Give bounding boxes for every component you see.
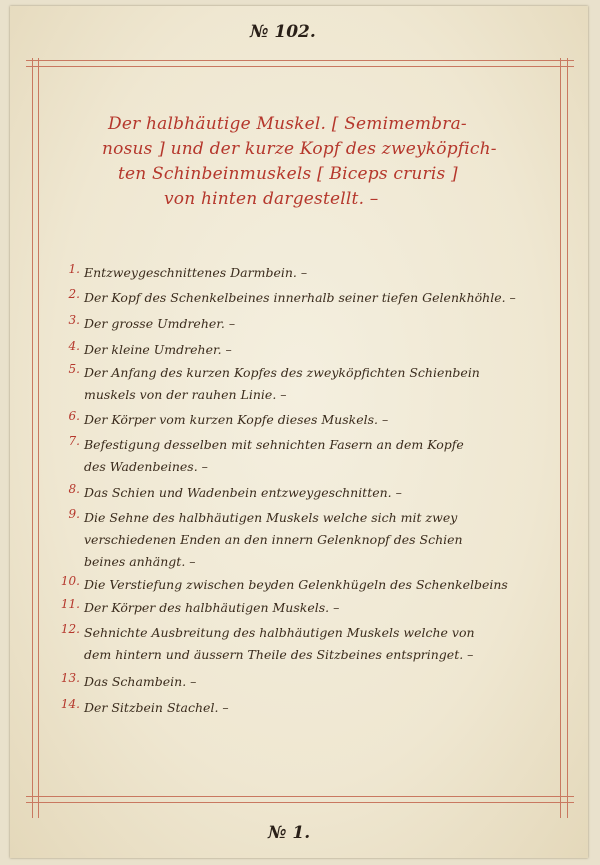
item-number: 4. <box>68 339 80 353</box>
frame-right-outer <box>567 58 568 818</box>
title-line: ten Schinbeinmuskels [ Biceps cruris ] <box>118 164 458 184</box>
frame-bottom-inner <box>26 796 574 797</box>
item-text: muskels von der rauhen Linie. – <box>84 387 287 402</box>
item-number: 6. <box>68 409 80 423</box>
frame-bottom-outer <box>26 802 574 803</box>
frame-right-inner <box>560 58 561 818</box>
item-text: Die Sehne des halbhäutigen Muskels welche sich mit zwey <box>84 510 458 525</box>
item-number: 12. <box>60 622 80 636</box>
item-text: des Wadenbeines. – <box>84 459 208 474</box>
frame-left-inner <box>38 58 39 818</box>
item-number: 5. <box>68 362 80 376</box>
folio-number-bottom: № 1. <box>268 823 311 843</box>
item-text: Der Körper vom kurzen Kopfe dieses Muskels. – <box>84 412 389 427</box>
item-number: 8. <box>68 482 80 496</box>
item-text: Das Schien und Wadenbein entzweygeschnitten. – <box>84 485 402 500</box>
frame-top-outer <box>26 60 574 61</box>
frame-left-outer <box>32 58 33 818</box>
item-number: 14. <box>60 697 80 711</box>
item-text: Der Anfang des kurzen Kopfes des zweyköpfichten Schienbein <box>84 365 480 380</box>
item-number: 9. <box>68 507 80 521</box>
item-number: 13. <box>60 671 80 685</box>
item-text: Befestigung desselben mit sehnichten Fasern an dem Kopfe <box>84 437 464 452</box>
item-number: 2. <box>68 287 80 301</box>
item-number: 7. <box>68 434 80 448</box>
item-text: Der Kopf des Schenkelbeines innerhalb seiner tiefen Gelenkhöhle. – <box>84 290 516 305</box>
item-text: verschiedenen Enden an den innern Gelenknopf des Schien <box>84 532 463 547</box>
title-line: nosus ] und der kurze Kopf des zweyköpfich- <box>102 139 497 159</box>
item-text: Die Verstiefung zwischen beyden Gelenkhügeln des Schenkelbeins <box>84 577 508 592</box>
item-text: Der Körper des halbhäutigen Muskels. – <box>84 600 340 615</box>
folio-number-top: № 102. <box>250 22 316 42</box>
item-number: 11. <box>60 597 80 611</box>
item-text: Der grosse Umdreher. – <box>84 316 236 331</box>
item-text: Entzweygeschnittenes Darmbein. – <box>84 265 308 280</box>
item-number: 3. <box>68 313 80 327</box>
item-number: 1. <box>68 262 80 276</box>
title-line: Der halbhäutige Muskel. [ Semimembra- <box>108 114 467 134</box>
item-number: 10. <box>60 574 80 588</box>
item-text: Der kleine Umdreher. – <box>84 342 232 357</box>
item-text: Sehnichte Ausbreitung des halbhäutigen Muskels welche von <box>84 625 475 640</box>
page-title <box>96 112 551 212</box>
frame-top-inner <box>26 66 574 67</box>
item-text: beines anhängt. – <box>84 554 196 569</box>
title-line: von hinten dargestellt. – <box>164 189 379 209</box>
item-text: Der Sitzbein Stachel. – <box>84 700 229 715</box>
item-text: dem hintern und äussern Theile des Sitzbeines entspringet. – <box>84 647 474 662</box>
item-text: Das Schambein. – <box>84 674 197 689</box>
